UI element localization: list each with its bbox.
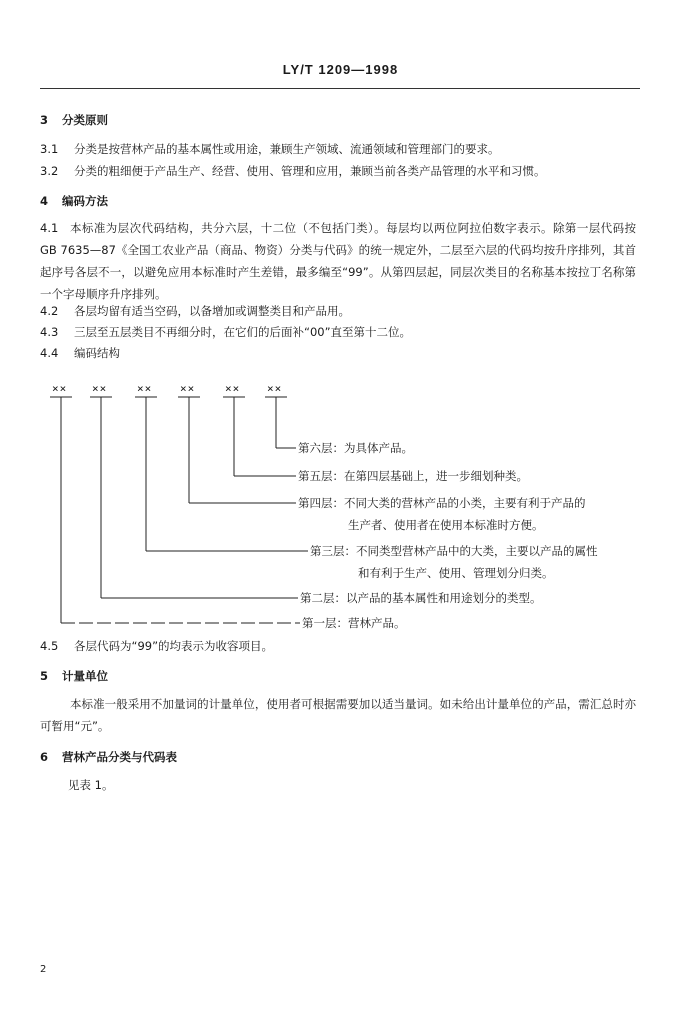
layer-4-label: 第四层：不同大类的营林产品的小类，主要有利于产品的 [298, 496, 586, 510]
item-3-2-number: 3.2 [40, 164, 59, 178]
section-6-title: 营林产品分类与代码表 [62, 750, 177, 764]
standard-header: LY/T 1209—1998 [282, 62, 399, 77]
layer-3-label: 第三层：不同类型营林产品中的大类，主要以产品的属性 [310, 544, 598, 558]
section-3-number: 3 [40, 113, 49, 127]
item-4-4-text: 编码结构 [74, 346, 120, 360]
layer-5-label: 第五层：在第四层基础上，进一步细划种类。 [298, 469, 528, 483]
section-3-title: 分类原则 [62, 113, 108, 127]
item-4-4-number: 4.4 [40, 346, 59, 360]
layer-1-label: 第一层：营林产品。 [302, 616, 406, 630]
code-layer-4: ×× [180, 382, 196, 395]
item-3-1-text: 分类是按营林产品的基本属性或用途，兼顾生产领域、流通领域和管理部门的要求。 [74, 142, 500, 156]
code-layer-1: ×× [52, 382, 68, 395]
section-4-number: 4 [40, 194, 49, 208]
item-3-1-number: 3.1 [40, 142, 59, 156]
code-layer-2: ×× [92, 382, 108, 395]
item-4-5-text: 各层代码为“99”的均表示为收容项目。 [74, 639, 274, 653]
item-4-2-number: 4.2 [40, 304, 59, 318]
layer-3-label-cont: 和有利于生产、使用、管理划分归类。 [358, 566, 554, 580]
code-layer-3: ×× [137, 382, 153, 395]
section-5-text: 本标准一般采用不加量词的计量单位，使用者可根据需要加以适当量词。如未给出计量单位的产品，需汇总时亦可暂用“元”。 [40, 697, 636, 733]
code-layer-6: ×× [267, 382, 283, 395]
section-4-title: 编码方法 [62, 194, 108, 208]
item-4-1-text: 本标准为层次代码结构，共分六层，十二位（不包括门类）。每层均以两位阿拉伯数字表示。除第一层代码按 GB 7635—87《全国工农业产品（商品、物资）分类与代码》的统一规定外，二层至六层的代码均按升序排列，其首起序号各层不一，以避免应用本标准时产生差错，最多编至“99”。从第四层起，同层次类目的名称基本按拉丁名称第一个字母顺序升序排列。 [40, 221, 636, 301]
section-5-title: 计量单位 [62, 669, 108, 683]
section-6-text: 见表 1。 [68, 778, 114, 792]
item-4-5-number: 4.5 [40, 639, 59, 653]
item-4-3-text: 三层至五层类目不再细分时，在它们的后面补“00”直至第十二位。 [74, 325, 412, 339]
item-3-2-text: 分类的粗细便于产品生产、经营、使用、管理和应用，兼顾当前各类产品管理的水平和习惯。 [74, 164, 546, 178]
item-4-1-number: 4.1 [40, 221, 59, 235]
section-5-number: 5 [40, 669, 49, 683]
item-4-3-number: 4.3 [40, 325, 59, 339]
layer-6-label: 第六层：为具体产品。 [298, 441, 413, 455]
section-6-number: 6 [40, 750, 49, 764]
item-4-2-text: 各层均留有适当空码，以备增加或调整类目和产品用。 [74, 304, 350, 318]
layer-4-label-cont: 生产者、使用者在使用本标准时方便。 [348, 518, 544, 532]
page-number: 2 [40, 964, 47, 975]
code-layer-5: ×× [225, 382, 241, 395]
layer-2-label: 第二层：以产品的基本属性和用途划分的类型。 [300, 591, 542, 605]
